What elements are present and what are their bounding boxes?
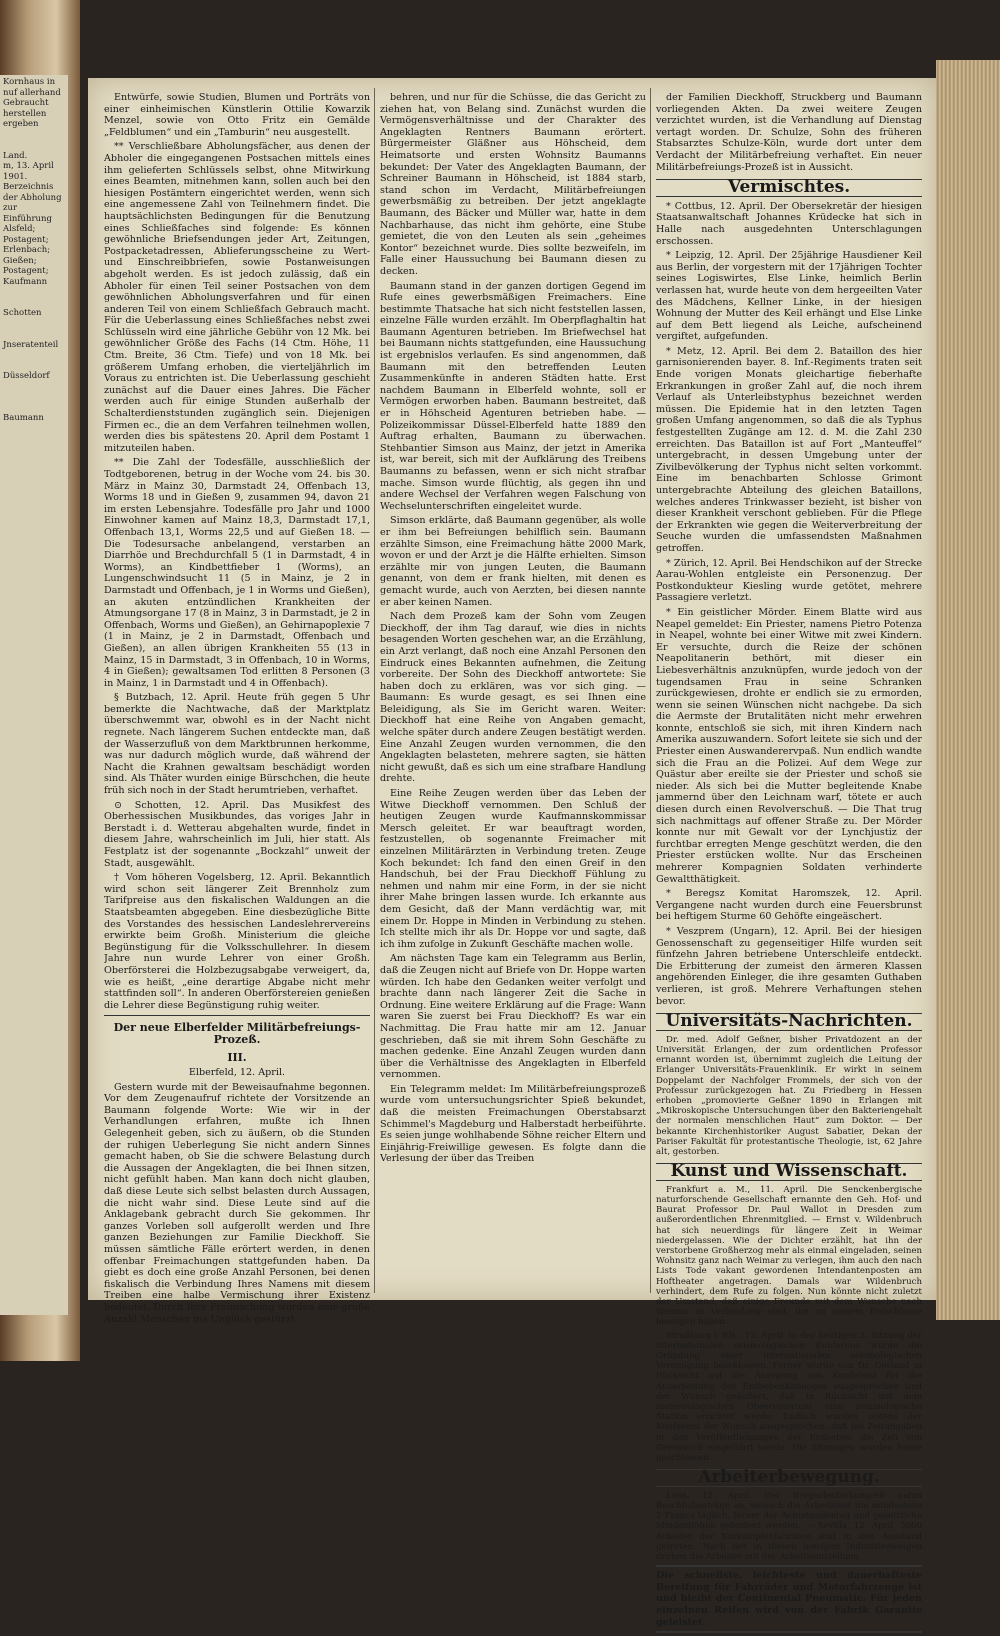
column-2 [380, 92, 646, 1168]
article-exhibition: Entwürfe, sowie Studien, Blumen und Porträts von einer einheimischen Künstlerin Ottilie Kowarzik Menzel, sowie von Otto Fritz ein Gemälde „Feldblumen“ und ein „Tamburin“ neu ausgestellt. [104, 92, 370, 138]
headline-numeral: III. [227, 1050, 247, 1064]
section-heading-art: Kunst und Wissenschaft. [656, 1163, 922, 1181]
article-schotten: ⊙ Schotten, 12. April. Das Musikfest des Oberhessischen Musikbundes, das voriges Jahr in Berstadt i. d. Wetterau abgehalten wurde, findet in diesem Jahre, wahrscheinlich im Juli, hier statt. Als Festplatz ist der sogenannte „Bockzahl“ unweit der Stadt, ausgewählt. [104, 799, 370, 869]
article-frankfurt: Frankfurt a. M., 11. April. Die Senckenbergische naturforschende Gesellschaft ernannte den Geh. Hof- und Baurat Professor Dr. Paul Wallot in Dresden zum außerordentlichen Ehrenmitglied. — Ernst v. Wildenbruch hat sich neuerdings für längere Zeit in Weimar niedergelassen. Wie der Dichter erzählt, hat ihn der verstorbene Großherzog mehr als einmal eingeladen, seinen Wohnsitz ganz nach Weimar zu verlegen, ihm auch den nach Lists Tode vakant gewordenen Intendantenposten am Hoftheater angetragen. Damals war Wildenbruch verhindert, dem Rufe zu folgen. Nun könnte nicht zuletzt der Umstand, daß einige Freunde mit dem Wunsche nach Weimar in Verbindung sind, ihn zu seinem Entschlusse bewogen haben. [656, 1184, 922, 1328]
section-heading-university: Universitäts-Nachrichten. [656, 1013, 922, 1031]
previous-page-fragment [0, 75, 68, 1315]
article-university: Dr. med. Adolf Geßner, bisher Privatdozent an der Universität Erlangen, der zum ordentlichen Professor ernannt worden ist, übernimmt zugleich die Leitung der Erlanger Universitäts-Frauenklinik. Er wirkt in seinem Doppelamt der Nachfolger Frommels, der sich von der Professur zurückgezogen hat. Zu Friedberg in Hessen erhoben „promovierte Geßner 1890 in Erlangen mit „Mikroskopische Untersuchungen über den Bakteriengehalt der normalen menschlichen Haut“ zum Doktor. — Der bekannte Kirchenhistoriker August Sabatier, Dekan der Pariser Fakultät für protestantische Theologie, ist, 62 Jahre alt, gestorben. [656, 1034, 922, 1157]
article-zurich: * Zürich, 12. April. Bei Hendschikon auf der Strecke Aarau-Wohlen entgleiste ein Personenzug. Der Postkondukteur Kiesling wurde getötet, mehrere Passagiere verletzt. [656, 557, 922, 604]
article-butzbach: § Butzbach, 12. April. Heute früh gegen 5 Uhr bemerkte die Nachtwache, daß der Marktplatz überschwemmt war, obwohl es in der Nacht nicht regnete. Nach längerem Suchen entdeckte man, daß der Wasserzufluß von dem Marktbrunnen herkomme, was nur dadurch möglich wurde, daß während der Nacht die Krahnen gewaltsam beschädigt worden sind. Als Thäter wurden einige Bürschchen, die heute früh sich noch in der Stadt herumtrieben, verhaftet. [104, 692, 370, 797]
article-strassburg: Straßburg i. Els., 12. April. In der heutigen 2. Sitzung der internationalen seismologischen Konferenz wurde die Gründung einer internationalen seismologischen Vereinigung beschlossen. Ferner wurde von Dr. Gerland in Rücksicht auf die Anregung von Konferenz für die Ausarbeitung des Erdbebenkataloges ausgesprochen und der Wunsch geäußert, daß in Rücksicht mit dem meteorologischen Observatorium eine seismologische Station errichtet werde. Endlich wurden seitens der Konferenz der Wunsch ausgesprochen, daß bei Zeitangaben in den Veröffentlichungen der Erdbeben die Zeit von Greenwich eingeführt werde. Die Sitzungen wurden heute geschlossen. [656, 1330, 922, 1464]
article-leipzig: * Leipzig, 12. April. Der 25jährige Hausdiener Keil aus Berlin, der vorgestern mit der 17jährigen Tochter seines Logiswirtes, Else Linke, heimlich Berlin verlassen hat, wurde heute von dem hergeeilten Vater des Mädchens, Kellner Linke, in der hiesigen Wohnung der Mutter des Keil erhängt und Else Linke auf dem Bett liegend als Leiche, aufscheinend vergiftet, aufgefunden. [656, 250, 922, 343]
column-1 [104, 92, 370, 1328]
article-trial-part2: behren, und nur für die Schüsse, die das Gericht zu ziehen hat, von Belang sind. Zunächst wurden die Vermögensverhältnisse und der Charakter des Angeklagten Rentners Baumann erörtert. Bürgermeister Gläßner aus Höhscheid, dem Heimatsorte und ersten Wohnsitz Baumanns bekundet: Der Vater des Angeklagten Baumann, der Schreiner Baumann in Höhscheid, ist 1884 starb, stand schon im Verdacht, Militärbefreiungen gewerbsmäßig zu betreiben. Der jetzt angeklagte Baumann, des Bäcker und Müller war, hatte in dem Nachbarhause, das nicht ihm gehörte, eine Stube gemietet, die von den Leuten als sein „geheimes Kontor“ bezeichnet wurde. Dies sollte bezweifeln, im Falle einer Haussuchung bei Baumann diesen zu decken. [380, 92, 646, 277]
divider [104, 1015, 370, 1016]
column-rule [374, 88, 375, 1293]
article-trial-part8: Ein Telegramm meldet: Im Militärbefreiungsprozeß wurde vom untersuchungsrichter Spieß bekundet, daß die meisten Freimachungen Oberstabsarzt Schimmel's Magdeburg und Halberstadt herbeiführte. Es seien junge wohlhabende Söhne reicher Eltern und Einjährig-Freiwillige gewesen. Es folgte dann die Verlesung der über das Treiben [380, 1083, 646, 1165]
newspaper-page [88, 78, 936, 1628]
section-heading-vermischtes: Vermischtes. [656, 179, 922, 197]
previous-page-text: Kornhaus in nuf allerhand Gebraucht herstellen ergeben Land. m, 13. April 1901. Berzeichnis der Abholung zur Einführung Alsfeld; Postagent; Erlenbach; Gießen; Postagent; Kaufmann Schotten Jnseratenteil Düsseldorf Baumann [3, 77, 62, 423]
article-metz: * Metz, 12. April. Bei dem 2. Bataillon des hier garnisonierenden bayer. 8. Inf.-Regiments traten seit Ende vorigen Monats gleichartige fieberhafte Erkrankungen in großer Zahl auf, die noch ihrem Verlauf als Unterleibstyphus bezeichnet werden müssen. Die Epidemie hat in den letzten Tagen großen Umfang angenommen, so daß die als Typhus festgestellten Zugänge am 12. d. M. die Zahl 230 erreichten. Das Bataillon ist auf Fort „Manteuffel“ untergebracht, in dessen Umgebung unter der Zivilbevölkerung der Typhus nicht selten vorkommt. Eine im benachbarten Schlosse Grimont untergebrachte Abteilung des gleichen Bataillons, welches anderes Trinkwasser bezieht, ist bisher von dieser Krankheit verschont geblieben. Für die Pflege der Erkrankten wie gegen die Weiterverbreitung der Seuche wurden die umfassendsten Maßnahmen getroffen. [656, 345, 922, 554]
article-beregsz: * Beregsz Komitat Haromszek, 12. April. Vergangene nacht wurden durch eine Feuersbrunst bei heftigem Sturme 60 Gehöfte eingeäschert. [656, 888, 922, 923]
article-trial-end: der Familien Dieckhoff, Struckberg und Baumann vorliegenden Akten. Da zwei weitere Zeugen verzichtet wurden, ist die Verhandlung auf Dienstag vertagt worden. Dr. Schulze, Sohn des früheren Stabsarztes Schulze-Köln, wurde dort unter dem Verdacht der Militärbefreiung verhaftet. Ein neuer Militärbefreiungs-Prozeß ist in Aussicht. [656, 92, 922, 173]
article-trial-part6: Eine Reihe Zeugen werden über das Leben der Witwe Dieckhoff vernommen. Den Schluß der heutigen Zeugen wurde Kaufmannskommissar Mersch geleitet. Er war beauftragt worden, festzustellen, ob sogenannte Freimacher mit einzelnen Militärärzten in Verbindung treten. Zeuge Koch bekundet: Ich fand den einen Greif in den Handschuh, bei der Frau Dieckhoff Fühlung zu nehmen und nahm mir eine Form, in der sie nicht ihrer Mahe bringen lassen wurde. Ich erkannte aus dem Gesicht, daß der Mann verdächtig war, mit einem Dr. Hoppe in Minden in Verbindung zu stehen. Ich stellte mich ihr als Dr. Hoppe vor und sagte, daß ich ihm zufolge in Zukunft Geschäfte machen wolle. [380, 788, 646, 950]
article-mailboxes: ** Verschließbare Abholungsfächer, aus denen der Abholer die eingegangenen Postsachen mittels eines ihm gelieferten Schlüssels selbst, ohne Mitwirkung eines Beamten, mitnehmen kann, sollen auch bei den hiesigen Postämtern eingerichtet werden, wenn sich eine angemessene Zahl von Teilnehmern findet. Die hauptsächlichsten Bedingungen für die Benutzung eines Schließfaches sind folgende: Es können gewöhnliche Briefsendungen jeder Art, Zeitungen, Postpacketadressen, Ablieferungsscheine zu Wert- und Einschreibbriefen, sowie Postanweisungen abgeholt werden. Es ist jedoch zulässig, daß ein Abholer für einen Teil seiner Postsachen von dem gewöhnlichen Abholungsverfahren und für einen anderen Teil von einem Schließfach Gebrauch macht. Für die Ueberlassung eines Schließfaches nebst zwei Schlüsseln wird eine jährliche Gebühr von 12 Mk. bei gewöhnlicher Größe des Fachs (14 Ctm. Höhe, 11 Ctm. Breite, 36 Ctm. Tiefe) und von 18 Mk. bei größerem Umfang erhoben, die vierteljährlich im Voraus zu entrichten ist. Die Ueberlassung geschieht zunächst auf die Dauer eines Jahres. Die Fächer werden auch für einige Stunden außerhalb der Schalterdienststunden zugänglich sein. Diejenigen Firmen ec., die an dem Verfahren teilnehmen wollen, werden dies bis spätestens 20. April dem Postamt 1 mitzuteilen haben. [104, 141, 370, 454]
column-3 [656, 92, 922, 1636]
article-trial-part4: Simson erklärte, daß Baumann gegenüber, als wolle er ihm bei Befreiungen behilflich sein. Baumann erzählte Simson, eine Freimachung hätte 2000 Mark, wovon er und der Arzt je die Hälfte erhielten. Simson erzählte mir von jungen Leuten, die Baumann genannt, von dem er frank hielten, mit denen es gemacht wurde, auch von Aerzten, bei diesen nannte er aber keinen Namen. [380, 515, 646, 608]
article-trial-part5: Nach dem Prozeß kam der Sohn vom Zeugen Dieckhoff, der ihm Tag darauf, wie dies in nichts besagenden Worten geschehen war, an die Erzählung, ein Arzt verlangt, daß noch eine Anzahl Personen den Eindruck eines Bekannten aufnehmen, die Zeitung vorbereite. Der Sohn des Dieckhoff antwortete: Sie haben doch zu erklären, was vor sich ging. — Baumann: Es wurde gesagt, es sei Ihnen eine Beleidigung, als Sie im Gericht waren. Weiter: Dieckhoff hat eine Reihe von Angaben gemacht, welche später durch andere Zeugen bestätigt werden. Eine Anzahl Zeugen wurden vernommen, die den Angeklagten belasteten, mehrere sagten, sie hätten nicht gewußt, daß es sich um eine strafbare Handlung drehte. [380, 611, 646, 785]
article-naples: * Ein geistlicher Mörder. Einem Blatte wird aus Neapel gemeldet: Ein Priester, namens Pietro Potenza in Neapel, wohnte bei einer Witwe mit zwei Kindern. Er versuchte, durch die Reize der schönen Neapolitanerin bethört, mit dieser ein Liebesverhältnis anzuknüpfen, wurde jedoch von der tugendsamen Frau in seine Schranken zurückgewiesen, drohte er endlich sie zu ermorden, wenn sie seinen Wünschen nicht nachgebe. Da sich die Aermste der Brutalitäten nicht mehr erwehren konnte, entschloß sie sich, mit ihren Kindern nach Amerika auszuwandern. Sofort leitete sie sich und der Priester einen Auswanderervpaß. Nun endlich wandte sich die Frau an die Polizei. Auf dem Wege zur Quästur aber ereilte sie der Priester und schoß sie nieder. Als sich bei die Mutter begleitende Knabe jammernd über den Leichnam warf, tötete er auch diesen durch einen Revolverschuß. — Die That trug sich nachmittags auf offener Straße zu. Der Mörder konnte nur mit Gewalt vor der Lynchjustiz der furchtbar erregten Menge geschützt werden, die den Priester erstücken wollte. Nur das Erscheinen mehrerer Kompagnien Soldaten verhinderte Gewaltthätigkeit. [656, 606, 922, 885]
dateline: Elberfeld, 12. April. [188, 1067, 286, 1079]
advertisement-continental: Die schnellste, leichteste und dauerhafteste Bereifung für Fahrräder und Motorfahrzeuge ist und bleibt der Continental Pneumatic. Für jeden einzelnen Reifen wird von der Fabrik Garantie geleistet. [656, 1565, 922, 1633]
page-stack-edge [936, 60, 1000, 1320]
article-veszprem: * Veszprem (Ungarn), 12. April. Bei der hiesigen Genossenschaft zu gegenseitiger Hilfe wurden seit fünfzehn Jahren betriebene Unterschleife entdeckt. Die Erbitterung der zumeist den ärmeren Klassen angehörenden Einleger, die ihre gesamten Guthaben verlieren, ist groß. Mehrere Verhaftungen stehen bevor. [656, 925, 922, 1007]
column-rule [650, 88, 651, 1293]
article-trial-part7: Am nächsten Tage kam ein Telegramm aus Berlin, daß die Zeugen nicht auf Briefe von Dr. Hoppe warten würden. Ich habe den Gedanken weiter verfolgt und brachte dann nach längerer Zeit die Sache in Ordnung. Eine weitere Erklärung auf die Frage: Wann waren Sie zuerst bei Frau Dieckhoff? Es war ein Nachmittag. Die Frau hatte mir am 12. Januar geschrieben, daß sie mit ihrem Sohn Geschäfte zu machen gedenke. Eine Anzahl Zeugen wurden dann über die Verhältnisse des Angeklagten in Elberfeld vernommen. [380, 953, 646, 1081]
article-trial-part3: Baumann stand in der ganzen dortigen Gegend im Rufe eines gewerbsmäßigen Freimachers. Eine bestimmte Thatsache hat sich nicht feststellen lassen, einzelne Fälle wurden erzählt. Im Oberpflaghaltin hat Baumann Agenturen betrieben. Im Briefwechsel hat bei Baumann nichts stattgefunden, eine Haussuchung ist ergebnislos verlaufen. Es sind angenommen, daß Baumann mit den betreffenden Leuten Zusammenkünfte in anderen Städten hatte. Erst nachdem Baumann in Elberfeld wohnte, soll er Vermögen erworben haben. Baumann bestreitet, daß er in Höhscheid Agenturen betrieben habe. — Polizeikommissar Düssel-Elberfeld hatte 1889 den Auftrag erhalten, Baumann zu überwachen. Stehbantier Simson aus Mainz, der jetzt in Amerika ist, war bereit, sich mit der Aufklärung des Treibens Baumanns zu befassen, wenn er sich nicht strafbar mache. Simson wurde flüchtig, als gegen ihn und andere Wechsel der Verfahren wegen Falschung von Wechselunterschriften eingeleitet wurde. [380, 280, 646, 512]
section-heading-labor: Arbeiterbewegung. [656, 1469, 922, 1487]
article-cottbus: * Cottbus, 12. April. Der Obersekretär der hiesigen Staatsanwaltschaft Johannes Krüdecke hat sich in Halle nach ausgedehnten Unterschlagungen erschossen. [656, 200, 922, 247]
headline-trial: Der neue Elberfelder Militärbefreiungs-Prozeß. [113, 1021, 361, 1046]
article-mortality: ** Die Zahl der Todesfälle, ausschließlich der Todtgeborenen, betrug in der Woche vom 24. bis 30. März in Mainz 30, Darmstadt 24, Offenbach 13, Worms 18 und in Gießen 9, zusammen 94, davon 21 im ersten Lebensjahre. Todesfälle pro Jahr und 1000 Einwohner kamen auf Mainz 18,3, Darmstadt 17,1, Offenbach 13,1, Worms 22,5 und auf Gießen 18. — Die Todesursache anbelangend, verstarben an Diarrhöe und Brechdurchfall 5 (1 in Darmstadt, 4 in Worms), an Kindbettfieber 1 (Worms), an Lungenschwindsucht 11 (5 in Mainz, je 2 in Darmstadt und Offenbach, je 1 in Worms und Gießen), an akuten entzündlichen Krankheiten der Atmungsorgane 17 (8 in Mainz, 3 in Darmstadt, je 2 in Offenbach, Worms und Gießen), an Gehirnapoplexie 7 (1 in Mainz, je 2 in Darmstadt, Offenbach und Gießen), an allen übrigen Krankheiten 55 (13 in Mainz, 15 in Darmstadt, 3 in Offenbach, 10 in Worms, 4 in Gießen); gewaltsamen Tod erlitten 8 Personen (3 in Mainz, 1 in Darmstadt und 4 in Offenbach). [104, 457, 370, 689]
article-trial-part1: Gestern wurde mit der Beweisaufnahme begonnen. Vor dem Zeugenaufruf richtete der Vorsitzende an Baumann folgende Worte: Wie wir in der Verhandlungen erfahren, mußte ich Ihnen Gelegenheit geben, sich zu äußern, ob die Stunden der ruhigen Ueberlegung Sie nicht andern Sinnes gemacht haben, ob Sie die schwere Belastung durch die Aussagen der Angeklagten, die bei Ihnen sitzen, nicht gefühlt haben. Man kann doch nicht glauben, daß diese Leute sich selbst belasten durch Aussagen, die nicht wahr sind. Diese Leute sind auf die Anklagebank gebracht durch Sie gekommen. Ihr ganzes Vorleben soll aufgerollt werden und Ihre ganzen Beziehungen zur Familie Dieckhoff. Sie müssen sämtliche Fälle erörtert werden, in denen offenbar Freimachungen stattgefunden haben. Da giebt es doch eine große Anzahl Personen, bei denen fiskalisch die Verbindung Ihres Namens mit diesem Treiben eine halbe Vermischung ihrer Existenz bedeutet. Durch Ihre Freimachung wurden eine große Anzahl Menschen ins Unglück gestürzt. [104, 1081, 370, 1325]
article-labor: Lens, 12. April. Der Bergarbeiterkongreß nahm Beschlußanträge an, wonach die Arbeitszeit um mindestens 2 Francs täglich, ferner der Achtstundentag und gesetzliche Mindestlöhne gefordert werden. — Sevilla, 12. April. 3000 Arbeiter der Korkstopfenfabriken sind in den Ausstand getreten. Nach der in diesen hiesigen Industriezweigen drohen die Arbeiter mit der Arbeitseinstellung. [656, 1490, 922, 1563]
article-vogelsberg: † Vom höheren Vogelsberg, 12. April. Bekanntlich wird schon seit längerer Zeit Brennholz zum Tarifpreise aus den fiskalischen Waldungen an die Staatsbeamten abgegeben. Eine diesbezügliche Bitte des Vorstandes des hessischen Landeslehrervereins erwirkte beim Großh. Ministerium die gleiche Begünstigung für die Volksschullehrer. In diesem Jahre nun wurde Lehrer von einer Großh. Oberförsterei die Holzbezugsabgabe verweigert, da, wie es heißt, „eine derartige Abgabe nicht mehr stattfinden soll“. In anderen Oberförstereien genießen die Lehrer diese Begünstigung ruhig weiter. [104, 872, 370, 1011]
